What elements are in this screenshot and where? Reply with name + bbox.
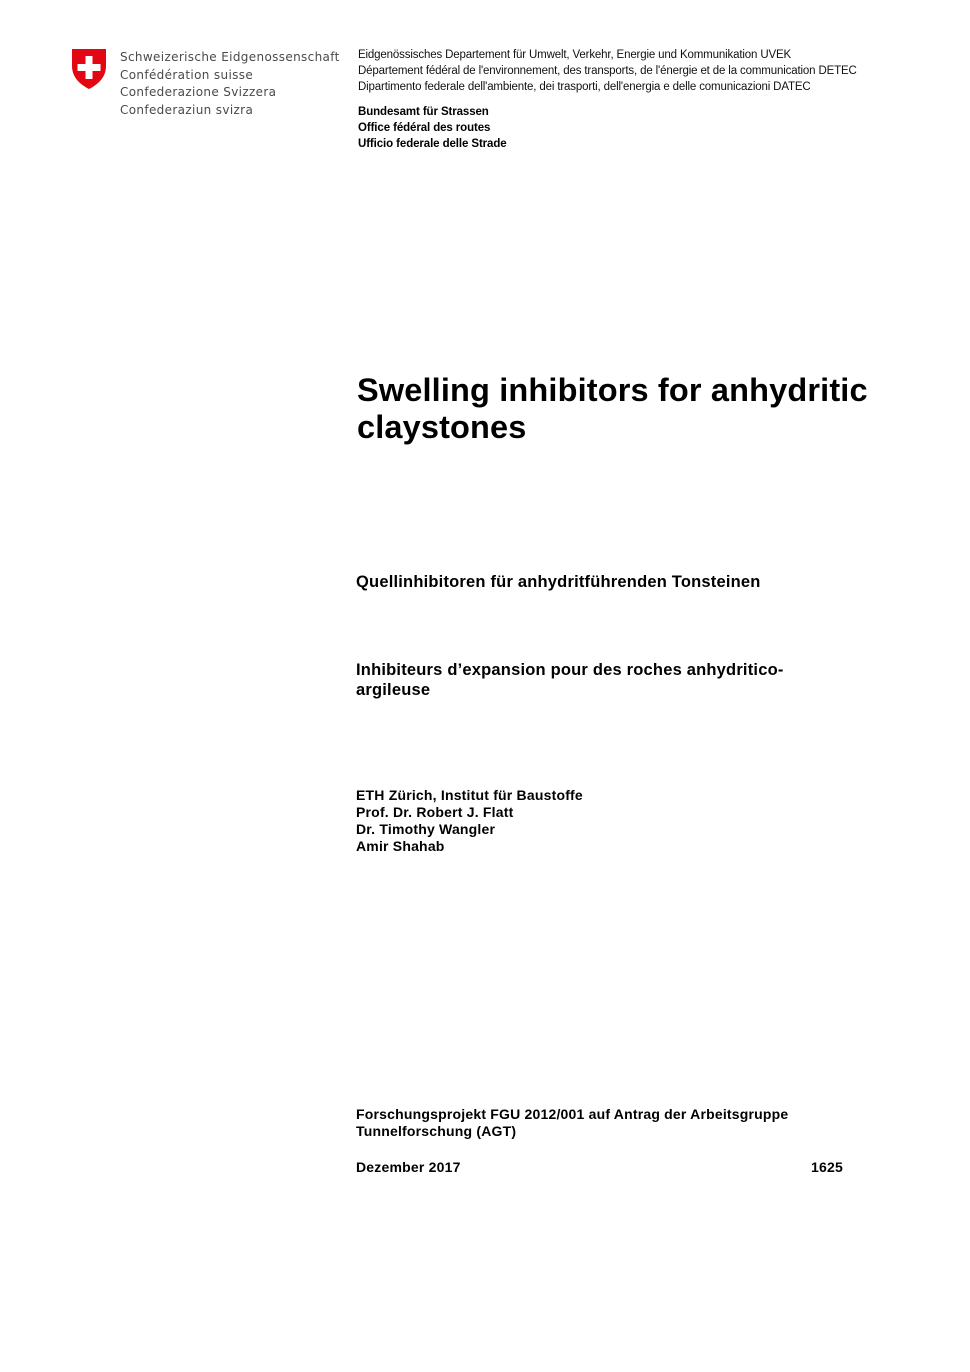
office-line-de: Bundesamt für Strassen [358,106,489,118]
report-number: 1625 [811,1159,843,1175]
department-name [358,47,857,95]
confederation-line-rm: Confederaziun svizra [120,102,254,117]
confederation-line-it: Confederazione Svizzera [120,85,277,99]
department-line-de: Eidgenössisches Departement für Umwelt, Verkehr, Energie und Kommunikation UVEK [358,49,792,61]
research-project: Forschungsprojekt FGU 2012/001 auf Antrag der Arbeitsgruppe Tunnelforschung (AGT) [356,1106,789,1139]
author-name: Amir Shahab [356,838,445,854]
author-name: Prof. Dr. Robert J. Flatt [356,804,514,820]
authors-block [356,787,583,855]
confederation-line-fr: Confédération suisse [120,67,254,82]
office-line-fr: Office fédéral des routes [358,122,491,134]
swiss-shield-logo [71,48,107,90]
subtitle-french: Inhibiteurs d’expansion pour des roches anhydritico-argileuse [356,661,784,699]
subtitle-german: Quellinhibitoren für anhydritführenden Tonsteinen [356,573,761,591]
department-line-fr: Département fédéral de l'environnement, des transports, de l'énergie et de la communication DETEC [358,65,857,77]
office-line-it: Ufficio federale delle Strade [358,138,507,150]
confederation-line-de: Schweizerische Eidgenossenschaft [120,50,340,64]
office-name [358,104,507,152]
swiss-cross-icon [71,48,107,90]
publication-date: Dezember 2017 [356,1159,461,1175]
author-institution: ETH Zürich, Institut für Baustoffe [356,787,583,803]
author-name: Dr. Timothy Wangler [356,821,496,837]
confederation-name [120,49,340,119]
department-line-it: Dipartimento federale dell'ambiente, dei trasporti, dell'energia e delle comunicazioni DATEC [358,81,811,93]
report-title: Swelling inhibitors for anhydritic claystones [357,372,868,445]
